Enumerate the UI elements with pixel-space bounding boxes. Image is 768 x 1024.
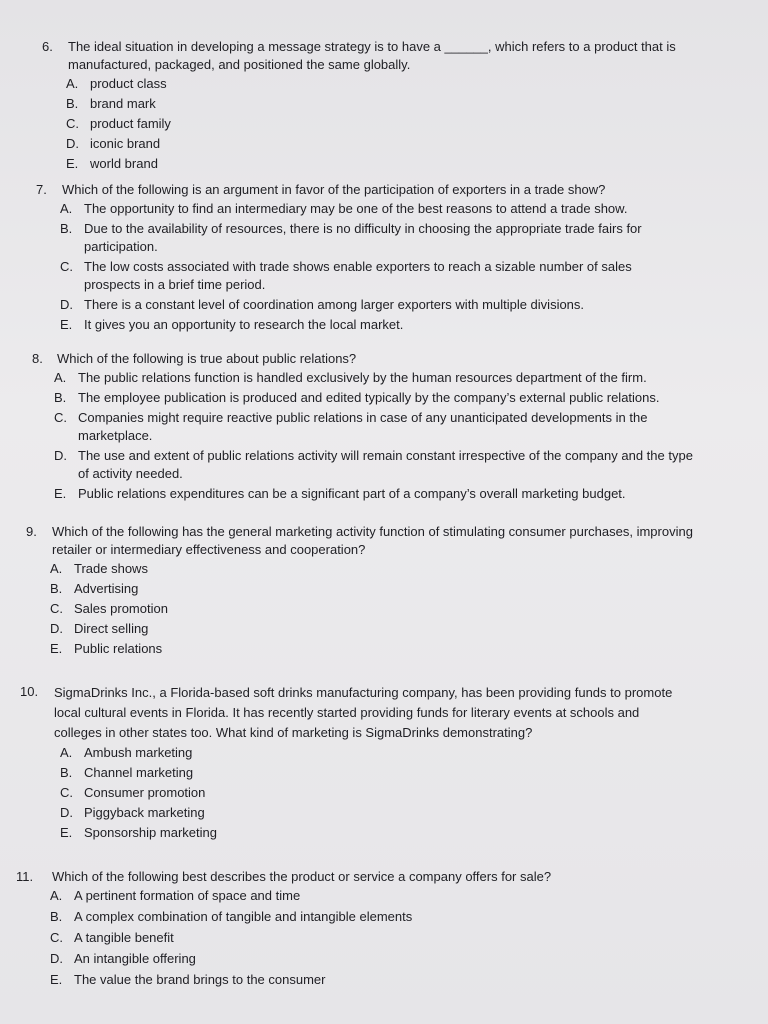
answer-option-c bbox=[60, 258, 686, 294]
option-letter: C. bbox=[66, 116, 79, 131]
option-text: Sponsorship marketing bbox=[84, 825, 217, 840]
question-number: 10. bbox=[20, 684, 39, 699]
option-text: There is a constant level of coordination among larger exporters with multiple divisions. bbox=[84, 297, 585, 312]
option-text: world brand bbox=[90, 156, 158, 171]
question-text: Which of the following is an argument in favor of the participation of exporters in a trade show? bbox=[62, 182, 606, 197]
option-letter: B. bbox=[60, 765, 73, 780]
answer-option-b bbox=[66, 95, 682, 113]
question-number: 6. bbox=[42, 39, 53, 54]
answer-options bbox=[50, 560, 696, 658]
option-letter: C. bbox=[60, 259, 73, 274]
answer-option-d bbox=[60, 804, 680, 822]
option-letter: E. bbox=[54, 486, 67, 501]
answer-option-e bbox=[54, 485, 702, 503]
option-text: The employee publication is produced and edited typically by the company’s external public relations. bbox=[78, 390, 660, 405]
option-letter: D. bbox=[60, 805, 73, 820]
answer-option-b bbox=[60, 764, 680, 782]
option-letter: A. bbox=[50, 888, 63, 903]
answer-option-c bbox=[66, 115, 682, 133]
answer-option-a bbox=[60, 744, 680, 762]
option-text: Public relations expenditures can be a significant part of a company’s overall marketing budget. bbox=[78, 486, 626, 501]
answer-option-c bbox=[50, 929, 636, 947]
option-text: Public relations bbox=[74, 641, 163, 656]
option-text: The opportunity to find an intermediary may be one of the best reasons to attend a trade show. bbox=[84, 201, 628, 216]
option-text: A tangible benefit bbox=[74, 930, 174, 945]
answer-option-e bbox=[60, 316, 686, 334]
question-text: Which of the following has the general marketing activity function of stimulating consumer purchases, improving retailer or intermediary effectiveness and cooperation? bbox=[52, 524, 693, 557]
answer-option-a bbox=[50, 560, 696, 578]
option-text: The public relations function is handled exclusively by the human resources department of the firm. bbox=[78, 370, 647, 385]
question-text: SigmaDrinks Inc., a Florida-based soft drinks manufacturing company, has been providing funds to promote local cultural events in Florida. It has recently started providing funds for literary events at schools and colleges in other states too. What kind of marketing is SigmaDrinks demonstrating? bbox=[54, 685, 673, 740]
answer-option-b bbox=[50, 908, 636, 926]
option-text: It gives you an opportunity to research the local market. bbox=[84, 317, 404, 332]
option-letter: C. bbox=[54, 410, 67, 425]
option-letter: A. bbox=[50, 561, 63, 576]
option-text: The value the brand brings to the consumer bbox=[74, 972, 326, 987]
answer-option-b bbox=[50, 580, 696, 598]
option-text: A complex combination of tangible and intangible elements bbox=[74, 909, 413, 924]
option-text: Advertising bbox=[74, 581, 139, 596]
option-letter: A. bbox=[60, 201, 73, 216]
answer-option-a bbox=[66, 75, 682, 93]
answer-options bbox=[60, 744, 680, 842]
answer-options bbox=[66, 75, 682, 173]
answer-option-a bbox=[60, 200, 686, 218]
question-number: 9. bbox=[26, 524, 37, 539]
question-6 bbox=[42, 38, 682, 175]
option-text: brand mark bbox=[90, 96, 156, 111]
option-text: iconic brand bbox=[90, 136, 161, 151]
option-letter: E. bbox=[50, 972, 63, 987]
option-letter: B. bbox=[66, 96, 79, 111]
option-letter: B. bbox=[50, 909, 63, 924]
answer-option-c bbox=[60, 784, 680, 802]
answer-option-c bbox=[54, 409, 702, 445]
option-text: product class bbox=[90, 76, 167, 91]
option-text: Sales promotion bbox=[74, 601, 168, 616]
answer-option-d bbox=[54, 447, 702, 483]
answer-option-a bbox=[54, 369, 702, 387]
question-text: Which of the following best describes the product or service a company offers for sale? bbox=[52, 869, 552, 884]
option-letter: C. bbox=[60, 785, 73, 800]
question-text: Which of the following is true about public relations? bbox=[57, 351, 357, 366]
option-letter: D. bbox=[54, 448, 67, 463]
option-text: product family bbox=[90, 116, 171, 131]
option-letter: E. bbox=[66, 156, 79, 171]
option-letter: A. bbox=[54, 370, 67, 385]
answer-option-d bbox=[50, 620, 696, 638]
answer-options bbox=[60, 200, 686, 334]
question-8 bbox=[32, 350, 702, 505]
option-letter: D. bbox=[66, 136, 79, 151]
question-9 bbox=[26, 523, 696, 660]
option-letter: D. bbox=[50, 951, 63, 966]
option-text: A pertinent formation of space and time bbox=[74, 888, 301, 903]
option-letter: E. bbox=[50, 641, 63, 656]
option-letter: B. bbox=[60, 221, 73, 236]
option-text: Channel marketing bbox=[84, 765, 194, 780]
option-letter: C. bbox=[50, 601, 63, 616]
option-letter: D. bbox=[60, 297, 73, 312]
option-text: An intangible offering bbox=[74, 951, 196, 966]
option-letter: D. bbox=[50, 621, 63, 636]
option-letter: E. bbox=[60, 317, 73, 332]
option-letter: B. bbox=[54, 390, 67, 405]
question-number: 11. bbox=[16, 869, 34, 884]
answer-option-c bbox=[50, 600, 696, 618]
option-text: Ambush marketing bbox=[84, 745, 193, 760]
option-letter: A. bbox=[60, 745, 73, 760]
answer-option-b bbox=[60, 220, 686, 256]
answer-option-e bbox=[50, 640, 696, 658]
option-letter: E. bbox=[60, 825, 73, 840]
question-number: 7. bbox=[36, 182, 47, 197]
question-7 bbox=[36, 181, 686, 336]
option-text: The use and extent of public relations activity will remain constant irrespective of the company and the type of activity needed. bbox=[78, 448, 693, 481]
question-11 bbox=[16, 868, 636, 992]
answer-option-d bbox=[60, 296, 686, 314]
answer-options bbox=[54, 369, 702, 503]
answer-option-b bbox=[54, 389, 702, 407]
question-text: The ideal situation in developing a message strategy is to have a ______, which refers to a product that is manufactured, packaged, and positioned the same globally. bbox=[68, 39, 676, 72]
option-text: Direct selling bbox=[74, 621, 149, 636]
answer-options bbox=[50, 887, 636, 989]
answer-option-e bbox=[50, 971, 636, 989]
question-number: 8. bbox=[32, 351, 43, 366]
answer-option-e bbox=[66, 155, 682, 173]
answer-option-a bbox=[50, 887, 636, 905]
answer-option-d bbox=[66, 135, 682, 153]
option-text: Trade shows bbox=[74, 561, 148, 576]
option-letter: A. bbox=[66, 76, 79, 91]
question-10 bbox=[20, 683, 680, 844]
option-text: The low costs associated with trade shows enable exporters to reach a sizable number of sales prospects in a brief time period. bbox=[84, 259, 632, 292]
option-text: Piggyback marketing bbox=[84, 805, 205, 820]
answer-option-d bbox=[50, 950, 636, 968]
answer-option-e bbox=[60, 824, 680, 842]
option-text: Due to the availability of resources, there is no difficulty in choosing the appropriate trade fairs for participation. bbox=[84, 221, 642, 254]
option-text: Consumer promotion bbox=[84, 785, 206, 800]
option-letter: B. bbox=[50, 581, 63, 596]
option-text: Companies might require reactive public relations in case of any unanticipated developments in the marketplace. bbox=[78, 410, 648, 443]
option-letter: C. bbox=[50, 930, 63, 945]
